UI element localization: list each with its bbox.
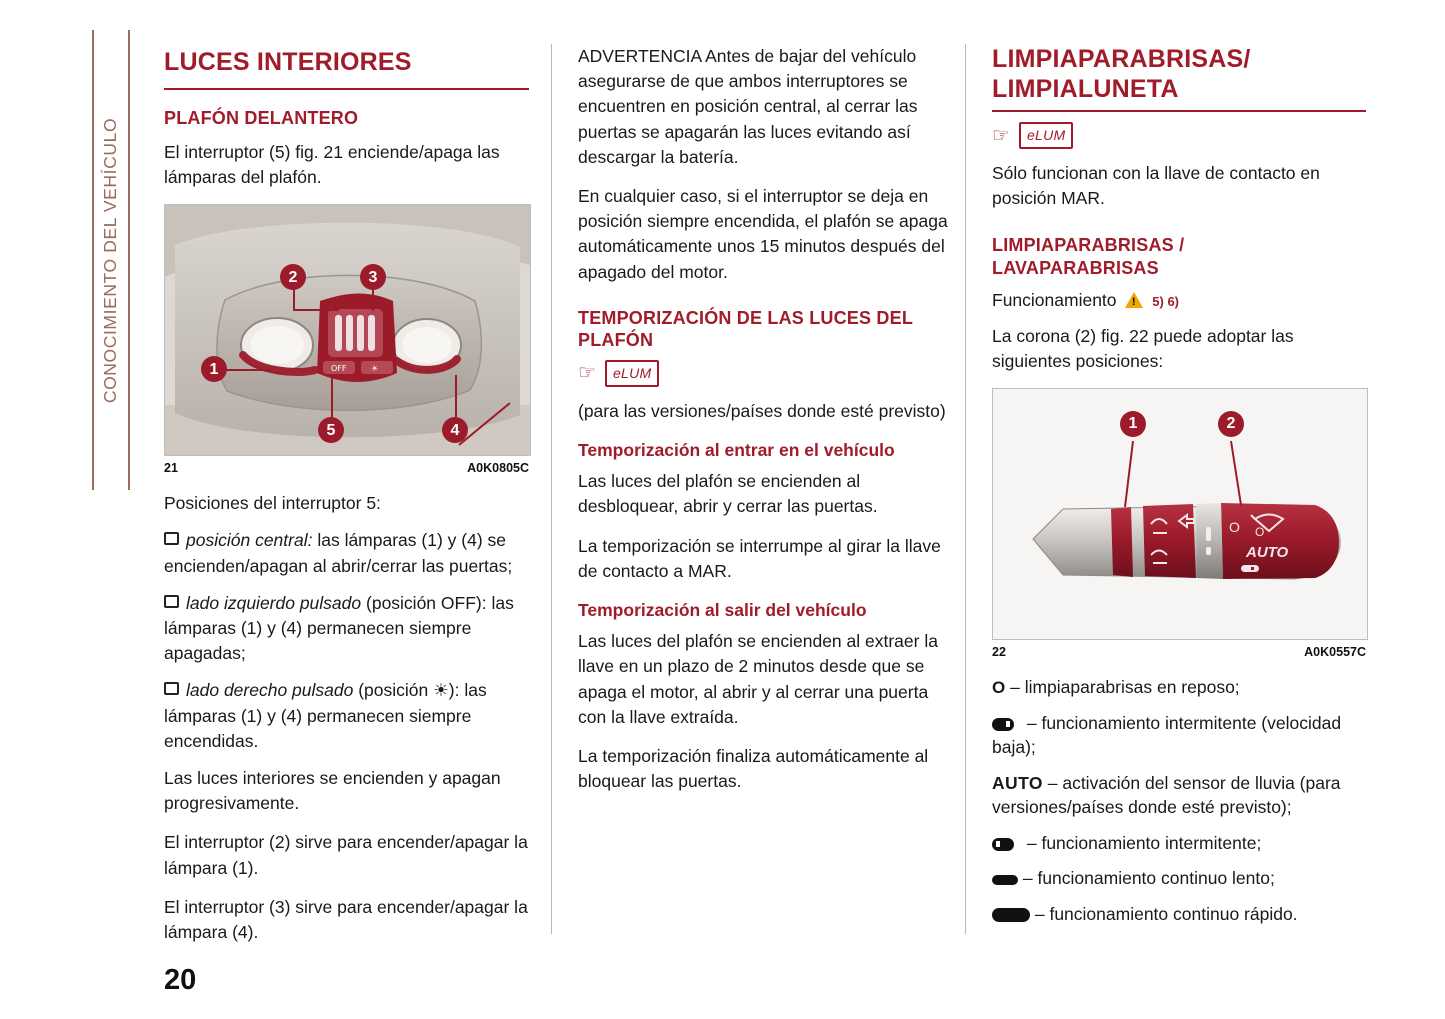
callout-1: 1 xyxy=(1120,411,1146,437)
figure-21-caption xyxy=(164,459,529,477)
symbol-rest-text: – limpiaparabrisas en reposo; xyxy=(1005,676,1240,697)
bullet-square-icon xyxy=(164,532,179,545)
svg-text:☀: ☀ xyxy=(371,364,379,374)
continuous-fast-icon xyxy=(992,908,1030,922)
svg-text:OFF: OFF xyxy=(331,364,347,374)
figure-21-number: 21 xyxy=(164,461,178,476)
pointing-hand-icon: ☞ xyxy=(992,124,1010,147)
heading-entrar-vehiculo: Temporización al entrar en el vehículo xyxy=(578,440,895,461)
page-title: LUCES INTERIORES xyxy=(164,48,412,76)
symbol-auto-text: – activación del sensor de lluvia (para versiones/países donde esté previsto); xyxy=(992,772,1341,818)
continuous-slow-icon xyxy=(992,875,1018,885)
figure-21-artwork xyxy=(165,205,530,455)
callout-2: 2 xyxy=(1218,411,1244,437)
rest-position-icon: O xyxy=(992,677,1006,697)
intermittent-low-icon xyxy=(992,718,1022,731)
symbol-continuous-slow-text: – funcionamiento continuo lento; xyxy=(1018,868,1275,889)
bullet-right-em: lado derecho pulsado xyxy=(186,680,354,701)
auto-rain-sensor-icon: AUTO xyxy=(992,772,1043,793)
bullet-central-em: posición central: xyxy=(186,530,313,551)
paragraph-switch-3: El interruptor (3) sirve para encender/apagar la lámpara (4). xyxy=(164,896,528,942)
bullet-left-em: lado izquierdo pulsado xyxy=(186,592,362,613)
bullet-central-rest: las lámparas (1) y (4) se encienden/apagan al abrir/cerrar las puertas; xyxy=(164,530,513,576)
funcionamiento-row xyxy=(992,288,1366,313)
paragraph-salir-2: La temporización finaliza automáticamente al bloquear las puertas. xyxy=(578,745,929,792)
column-three xyxy=(992,44,1366,937)
symbol-rest xyxy=(992,675,1366,700)
paragraph-switch-intro: El interruptor (5) fig. 21 enciende/apaga las lámparas del plafón. xyxy=(164,141,500,188)
svg-text:O: O xyxy=(1255,524,1265,539)
figure-22-wiper-stalk xyxy=(992,388,1368,640)
paragraph-entrar-2: La temporización se interrumpe al girar la llave de contacto a MAR. xyxy=(578,535,941,581)
figure-21-code: A0K0805C xyxy=(467,461,529,476)
figure-22-code: A0K0557C xyxy=(1304,644,1366,659)
symbol-auto xyxy=(992,771,1366,820)
callout-3: 3 xyxy=(360,264,386,290)
heading-salir-vehiculo: Temporización al salir del vehículo xyxy=(578,599,867,620)
elum-badge-row-3 xyxy=(992,122,1366,149)
symbol-continuous-slow xyxy=(992,866,1366,891)
paragraph-auto-off: En cualquier caso, si el interruptor se deja en posición siempre encendida, el plafón se apaga automáticamente unos 15 minutos después del apagado del motor. xyxy=(578,185,948,282)
paragraph-corona: La corona (2) fig. 22 puede adoptar las siguientes posiciones: xyxy=(992,325,1294,371)
title-line-1: LIMPIAPARABRISAS/ xyxy=(992,45,1251,73)
page-number: 20 xyxy=(164,964,197,996)
paragraph-progressive: Las luces interiores se encienden y apagan progresivamente. xyxy=(164,767,501,814)
intermittent-icon xyxy=(992,838,1022,851)
leader-3 xyxy=(372,289,374,311)
heading-lava-line-1: LIMPIAPARABRISAS / xyxy=(992,234,1185,255)
elum-badge xyxy=(1019,122,1074,149)
symbol-continuous-fast xyxy=(992,902,1366,927)
paragraph-salir-1: Las luces del plafón se encienden al extraer la llave en un plazo de 2 minutos desde que se apaga el motor, al abrir y al cerrar una puerta con la llave extraída. xyxy=(578,631,938,727)
leader-4 xyxy=(455,375,457,417)
heading-lavaparabrisas xyxy=(992,234,1366,281)
elum-badge-text: eLUM xyxy=(1026,127,1066,143)
section-tab-label: CONOCIMIENTO DEL VEHÍCULO xyxy=(100,117,121,403)
bullet-central xyxy=(164,528,529,578)
elum-badge-text: eLUM xyxy=(612,364,652,381)
bullet-square-icon xyxy=(164,682,179,695)
column-divider-1 xyxy=(551,44,552,934)
bullet-left-rest: (posición OFF): las lámparas (1) y (4) permanecen siempre apagadas; xyxy=(164,592,514,664)
subsection-plafon-delantero: PLAFÓN DELANTERO xyxy=(164,108,359,128)
leader-5 xyxy=(331,377,333,421)
title-line-2: LIMPIALUNETA xyxy=(992,75,1179,103)
title-rule-3 xyxy=(992,110,1366,112)
heading-temporizacion: TEMPORIZACIÓN DE LAS LUCES DEL PLAFÓN xyxy=(578,307,913,351)
symbol-intermittent-text: – funcionamiento intermitente; xyxy=(1022,832,1262,853)
section-tab xyxy=(92,30,130,490)
pointing-hand-icon: ☞ xyxy=(578,362,596,385)
symbol-continuous-fast-text: – funcionamiento continuo rápido. xyxy=(1030,903,1298,924)
column-divider-2 xyxy=(965,44,966,934)
callout-1: 1 xyxy=(201,356,227,382)
figure-21-interior-light-panel xyxy=(164,204,531,456)
symbol-intermittent-low-text: – funcionamiento intermitente (velocidad baja); xyxy=(992,712,1342,758)
leader-2b xyxy=(293,309,339,311)
symbol-intermittent-low xyxy=(992,711,1366,760)
paragraph-entrar-1: Las luces del plafón se encienden al desbloquear, abrir y cerrar las puertas. xyxy=(578,471,878,517)
figure-22-caption xyxy=(992,643,1366,661)
column-one xyxy=(164,44,529,959)
warning-triangle-icon xyxy=(1125,292,1143,308)
column-two xyxy=(578,44,950,808)
bullet-square-icon xyxy=(164,595,179,608)
callout-2: 2 xyxy=(280,264,306,290)
elum-badge-row-2 xyxy=(578,360,950,387)
title-limpiaparabrisas xyxy=(992,44,1366,104)
footnote-refs: 5) 6) xyxy=(1152,294,1180,310)
paragraph-switch-2: El interruptor (2) sirve para encender/apagar la lámpara (1). xyxy=(164,832,528,878)
figure-22-artwork xyxy=(993,389,1367,639)
label-funcionamiento: Funcionamiento xyxy=(992,290,1117,311)
elum-badge xyxy=(605,360,660,387)
paragraph-versions-note: (para las versiones/países donde esté previsto) xyxy=(578,400,946,421)
svg-text:AUTO: AUTO xyxy=(1246,543,1289,561)
paragraph-switch-positions: Posiciones del interruptor 5: xyxy=(164,493,381,514)
paragraph-advertencia: ADVERTENCIA Antes de bajar del vehículo asegurarse de que ambos interruptores se encuentren en posición central, al cerrar las puertas se apagarán las luces evitando así descargar la batería. xyxy=(578,46,918,167)
symbol-intermittent xyxy=(992,831,1366,856)
title-rule xyxy=(164,88,529,90)
svg-text:O: O xyxy=(1229,518,1240,535)
bullet-left xyxy=(164,591,529,667)
bullet-right-rest: (posición ☀): las lámparas (1) y (4) permanecen siempre encendidas. xyxy=(164,680,487,751)
bullet-right xyxy=(164,678,529,754)
heading-lava-line-2: LAVAPARABRISAS xyxy=(992,257,1159,278)
leader-1 xyxy=(225,369,271,371)
figure-22-number: 22 xyxy=(992,644,1006,659)
callout-5: 5 xyxy=(318,417,344,443)
paragraph-mar-position: Sólo funcionan con la llave de contacto en posición MAR. xyxy=(992,163,1320,209)
callout-4: 4 xyxy=(442,417,468,443)
leader-2 xyxy=(293,289,295,311)
